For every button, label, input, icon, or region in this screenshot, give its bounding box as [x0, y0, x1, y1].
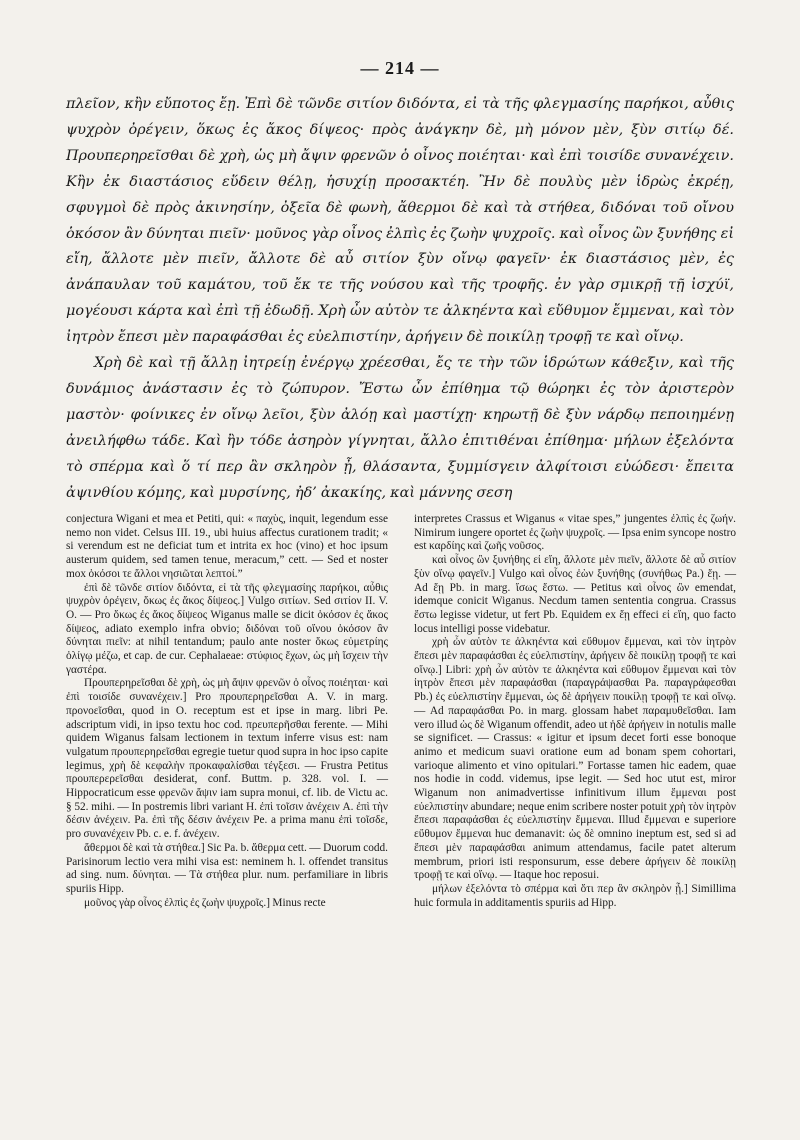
main-greek-text: [66, 92, 734, 507]
footnotes-left-column: [66, 513, 388, 910]
note-paragraph: μοῦνος γὰρ οἶνος ἐλπὶς ἐς ζωὴν ψυχροῖς.] Minus recte: [84, 896, 326, 909]
note-paragraph: καὶ οἶνος ὢν ξυνήθης εἰ εἴη, ἄλλοτε μὲν πιεῖν, ἄλλοτε δὲ αὖ σιτίον ξὺν οἴνῳ φαγεῖν.] Vulgo καὶ οἶνος ἐὼν ξυνήθης (συνήθως Pa.) ἔῃ. — Ad ἔῃ Pb. in marg. ἴσως ἔστω. — Petitus καὶ οἶνος ὢν emendat, idemque conicit Wiganus. Necdum tamen sententia congrua. Crassus ἔστω legisse videtur, ut fert Pb. Equidem ex ἔῃ effeci εἰ εἴη, quo facto locus intelligi posse videbatur.: [414, 554, 736, 635]
note-paragraph: conjectura Wigani et mea et Petiti, qui: « παχὺς, inquit, legendum esse nemo non videt. Celsus III. 19., ubi huius affectus curationem tradit; « si verendum est ne deficiat tum et intrita ex hoc (vino) et hoc ipsum austerum quidem, sed tamen tenue, meracum,” cett. — Sed et noster mox ὁκόσοι τε ἄλλοι νησιῶται λεπτοί.”: [66, 513, 388, 580]
note-paragraph: χρὴ ὦν αὐτὸν τε ἀλκηέντα καὶ εὔθυμον ἔμμεναι, καὶ τὸν ἰητρὸν ἔπεσι μὲν παραφάσθαι ἐς εὐελπιστίην, ἀρήγειν δὲ ποικίλῃ τροφῇ τε καὶ οἴνῳ.] Libri: χρὴ ὦν αὐτὸν τε ἀλκηέντα καὶ εὔθυμον ἔμμεναι καὶ τὸν ἰητρὸν ἔπεσι μὲν παραφάσθαι (παραγράψασθαι Pa. παραγράφεσθαι Pb.) ἐς εὐελπιστίην ἔμμεναι, ὡς δὲ ἀρήγειν ποικίλῃ τροφῇ τε καὶ οἴνῳ. — Ad παραφάσθαι Po. in marg. glossam habet παραμυθεῖσθαι. Iam vero illud ὡς δὲ Wiganum offendit, adeo ut ἠδὲ ἀρήγειν in notulis malle se significet. — Crassus: « igitur et ipsum decet forti esse bonoque animo et medicum suavi oratione eum ad bonam spem cohortari, varioque alimento et vino opitulari.” Fortasse tamen hic eadem, quae nos hodie in codd. videmus, ipse legit. — Sed hoc utut est, miror Wiganum non animadvertisse infinitivum illum ἔμμεναι post εὐελπιστίην abundare; neque enim scribere noster potuit χρὴ τὸν ἰητρὸν ἔπεσι παραφάσθαι ἐς εὐελπιστίην ἔμμεναι. Illud ἔμμεναι e superiore εὔθυμον ἔμμεναι huc demanavit: ὡς δὲ omnino ineptum est, sed si ad ἔπεσι μὲν παραφάσθαι animum attendamus, facile patet alterum membrum, priori isti responsurum, esse debere ἀρήγειν δὲ ποικίλῃ τροφῇ τε καὶ οἴνῳ. — Itaque hoc reposui.: [414, 636, 736, 882]
note-paragraph: Προυπερηρεῖσθαι δὲ χρὴ, ὡς μὴ ἄψιν φρενῶν ὁ οἶνος ποιέηται· καὶ ἐπὶ τοισίδε συνανέχειν.] Pro προυπερηρεῖσθαι A. V. in marg. προνοεῖσθαι, quod in O. receptum est et ipse in marg. libri Pe. adscriptum vidi, in ipso textu hoc cod. πρευπερῆσθαι ferente. — Mihi quidem Wiganus falsam lectionem in textum inferre visus est: nam vulgatum προυπερηρεῖσθαι egregie tuetur quod supra in hoc ipso capite legimus, χρὴ δὲ κεφαλὴν προκαφαλίσθαι τέγξεσι. — Frustra Petitus προυπερερεῖσθαι desiderat, conf. Buttm. p. 328. vol. I. — Hippocraticum esse φρενῶν ἄψιν iam supra monui, cf. lib. de Victu ac. § 52. mihi. — In postremis libri variant H. ἐπὶ τοῖσιν ἀνέχειν A. ἐπὶ τὴν δέσιν ἀνέχειν. Pa. ἐπὶ τῆς δέσιν ἀνέχειν Pe. a prima manu ἐπὶ τοῖσδε, pro συνανέχειν Pb. c. e. f. ἀνέχειν.: [66, 677, 388, 841]
main-paragraph-2: Χρὴ δὲ καὶ τῇ ἄλλῃ ἰητρείῃ ἐνέργῳ χρέεσθαι, ἔς τε τὴν τῶν ἱδρώτων κάθεξιν, καὶ τῆς δυνάμιος ἀνάστασιν ἐς τὸ ζώπυρον. Ἔστω ὦν ἐπίθημα τῷ θώρηκι ἐς τὸν ἀριστερὸν μαστὸν· φοίνικες ἐν οἴνῳ λεῖοι, ξὺν ἀλόῃ καὶ μαστίχῃ· κηρωτῇ δὲ ξὺν νάρδῳ πεποιημένῃ ἀνειλήφθω τάδε. Καὶ ἢν τόδε ἀσηρὸν γίγνηται, ἄλλο ἐπιτιθέναι ἐπίθημα· μήλων ἐξελόντα τὸ σπέρμα καὶ ὅ τί περ ἂν σκληρὸν ᾖ, θλάσαντα, ξυμμίσγειν ἀλφίτοισι εὐώδεσι· ἔπειτα ἀψινθίου κόμης, καὶ μυρσίνης, ἠδ’ ἀκακίης, καὶ μάννης σεση: [66, 355, 734, 501]
note-paragraph: ἐπὶ δὲ τῶνδε σιτίον διδόντα, εἰ τὰ τῆς φλεγμασίης παρήκοι, αὖθις ψυχρὸν ὀρέγειν, ὅκως ἐς ἄκος δίψεος.] Vulgo σιτίων. Sed σιτίον II. V. O. — Pro ὅκως ἐς ἄκος δίψεος Wiganus malle se dicit ὁκόσον ἐς ἄκος δίψεος, adiato exemplo infra obvio; διδόναι τοῦ οἴνου ὁκόσον ἂν δύνηται πιεῖν: at nihil tentandum; paulo ante noster ὅκως εὐμετρίης ὀλίγῳ μέζω, et cap. de cur. Cephalaeae: στύφιος ἔχων, ὡς μὴ ἴσχειν τὴν γαστέρα.: [66, 581, 388, 676]
note-paragraph: μήλων ἐξελόντα τὸ σπέρμα καὶ ὅτι περ ἂν σκληρὸν ᾖ.] Simillima huic formula in additamentis spuriis ad Hipp.: [414, 882, 736, 909]
note-paragraph: ἄθερμοι δὲ καὶ τὰ στήθεα.] Sic Pa. b. ἄθερμα cett. — Duorum codd. Parisinorum lectio vera mihi visa est: neminem h. l. offendet transitus ad sing. num. δύνηται. — Τὰ στήθεα plur. num. perfamiliare in libris spuriis Hipp.: [66, 841, 388, 895]
footnotes-right-column: [414, 513, 736, 910]
note-paragraph: interpretes Crassus et Wiganus « vitae spes,” jungentes ἐλπὶς ἐς ζωήν. Nimirum iungere oportet ἐς ζωὴν ψυχροῖς. — Ipsa enim syncope nostro est καρδίης καὶ ζωῆς νοῦσος.: [414, 513, 736, 553]
footnotes: [66, 513, 736, 910]
page-number: — 214 —: [360, 58, 440, 78]
main-paragraph-1: πλεῖον, κἢν εὔποτος ἔῃ. Ἐπὶ δὲ τῶνδε σιτίον διδόντα, εἰ τὰ τῆς φλεγμασίης παρήκοι, αὖθις ψυχρὸν ὀρέγειν, ὅκως ἐς ἄκος δίψεος· πρὸς ἀνάγκην δὲ, μὴ μόνον μὲν, ξὺν σιτίῳ δέ. Προυπερηρεῖσθαι δὲ χρὴ, ὡς μὴ ἄψιν φρενῶν ὁ οἶνος ποιέηται· καὶ ἐπὶ τοισίδε συνανέχειν. Κἢν ἐκ διαστάσιος εὕδειν θέλῃ, ἡσυχίῃ προσακτέη. Ἢν δὲ πουλὺς μὲν ἱδρὼς ἐκρέῃ, σφυγμοὶ δὲ πρὸς ἀκινησίην, ὀξεῖα δὲ φωνὴ, ἄθερμοι δὲ καὶ τὰ στήθεα, διδόναι τοῦ οἴνου ὁκόσον ἂν δύνηται πιεῖν· μοῦνος γὰρ οἶνος ἐλπὶς ἐς ζωὴν ψυχροῖς. καὶ οἶνος ὢν ξυνήθης εἰ εἴη, ἄλλοτε μὲν πιεῖν, ἄλλοτε δὲ αὖ σιτίον ξὺν οἴνῳ φαγεῖν· ἐκ διαστάσιος μὲν, ἐς ἀνάπαυλαν τοῦ καμάτου, τοῦ ἔκ τε τῆς νούσου καὶ τῆς τροφῆς. ἐν γὰρ σμικρῇ τῇ ἰσχύϊ, μογέουσι κάρτα καὶ ἐπὶ τῇ ἐδωδῇ. Χρὴ ὦν αὐτὸν τε ἀλκηέντα καὶ εὔθυμον ἔμμεναι, καὶ τὸν ἰητρὸν ἔπεσι μὲν παραφάσθαι ἐς εὐελπιστίην, ἀρήγειν δὲ ποικίλῃ τροφῇ τε καὶ οἴνῳ.: [66, 96, 734, 346]
